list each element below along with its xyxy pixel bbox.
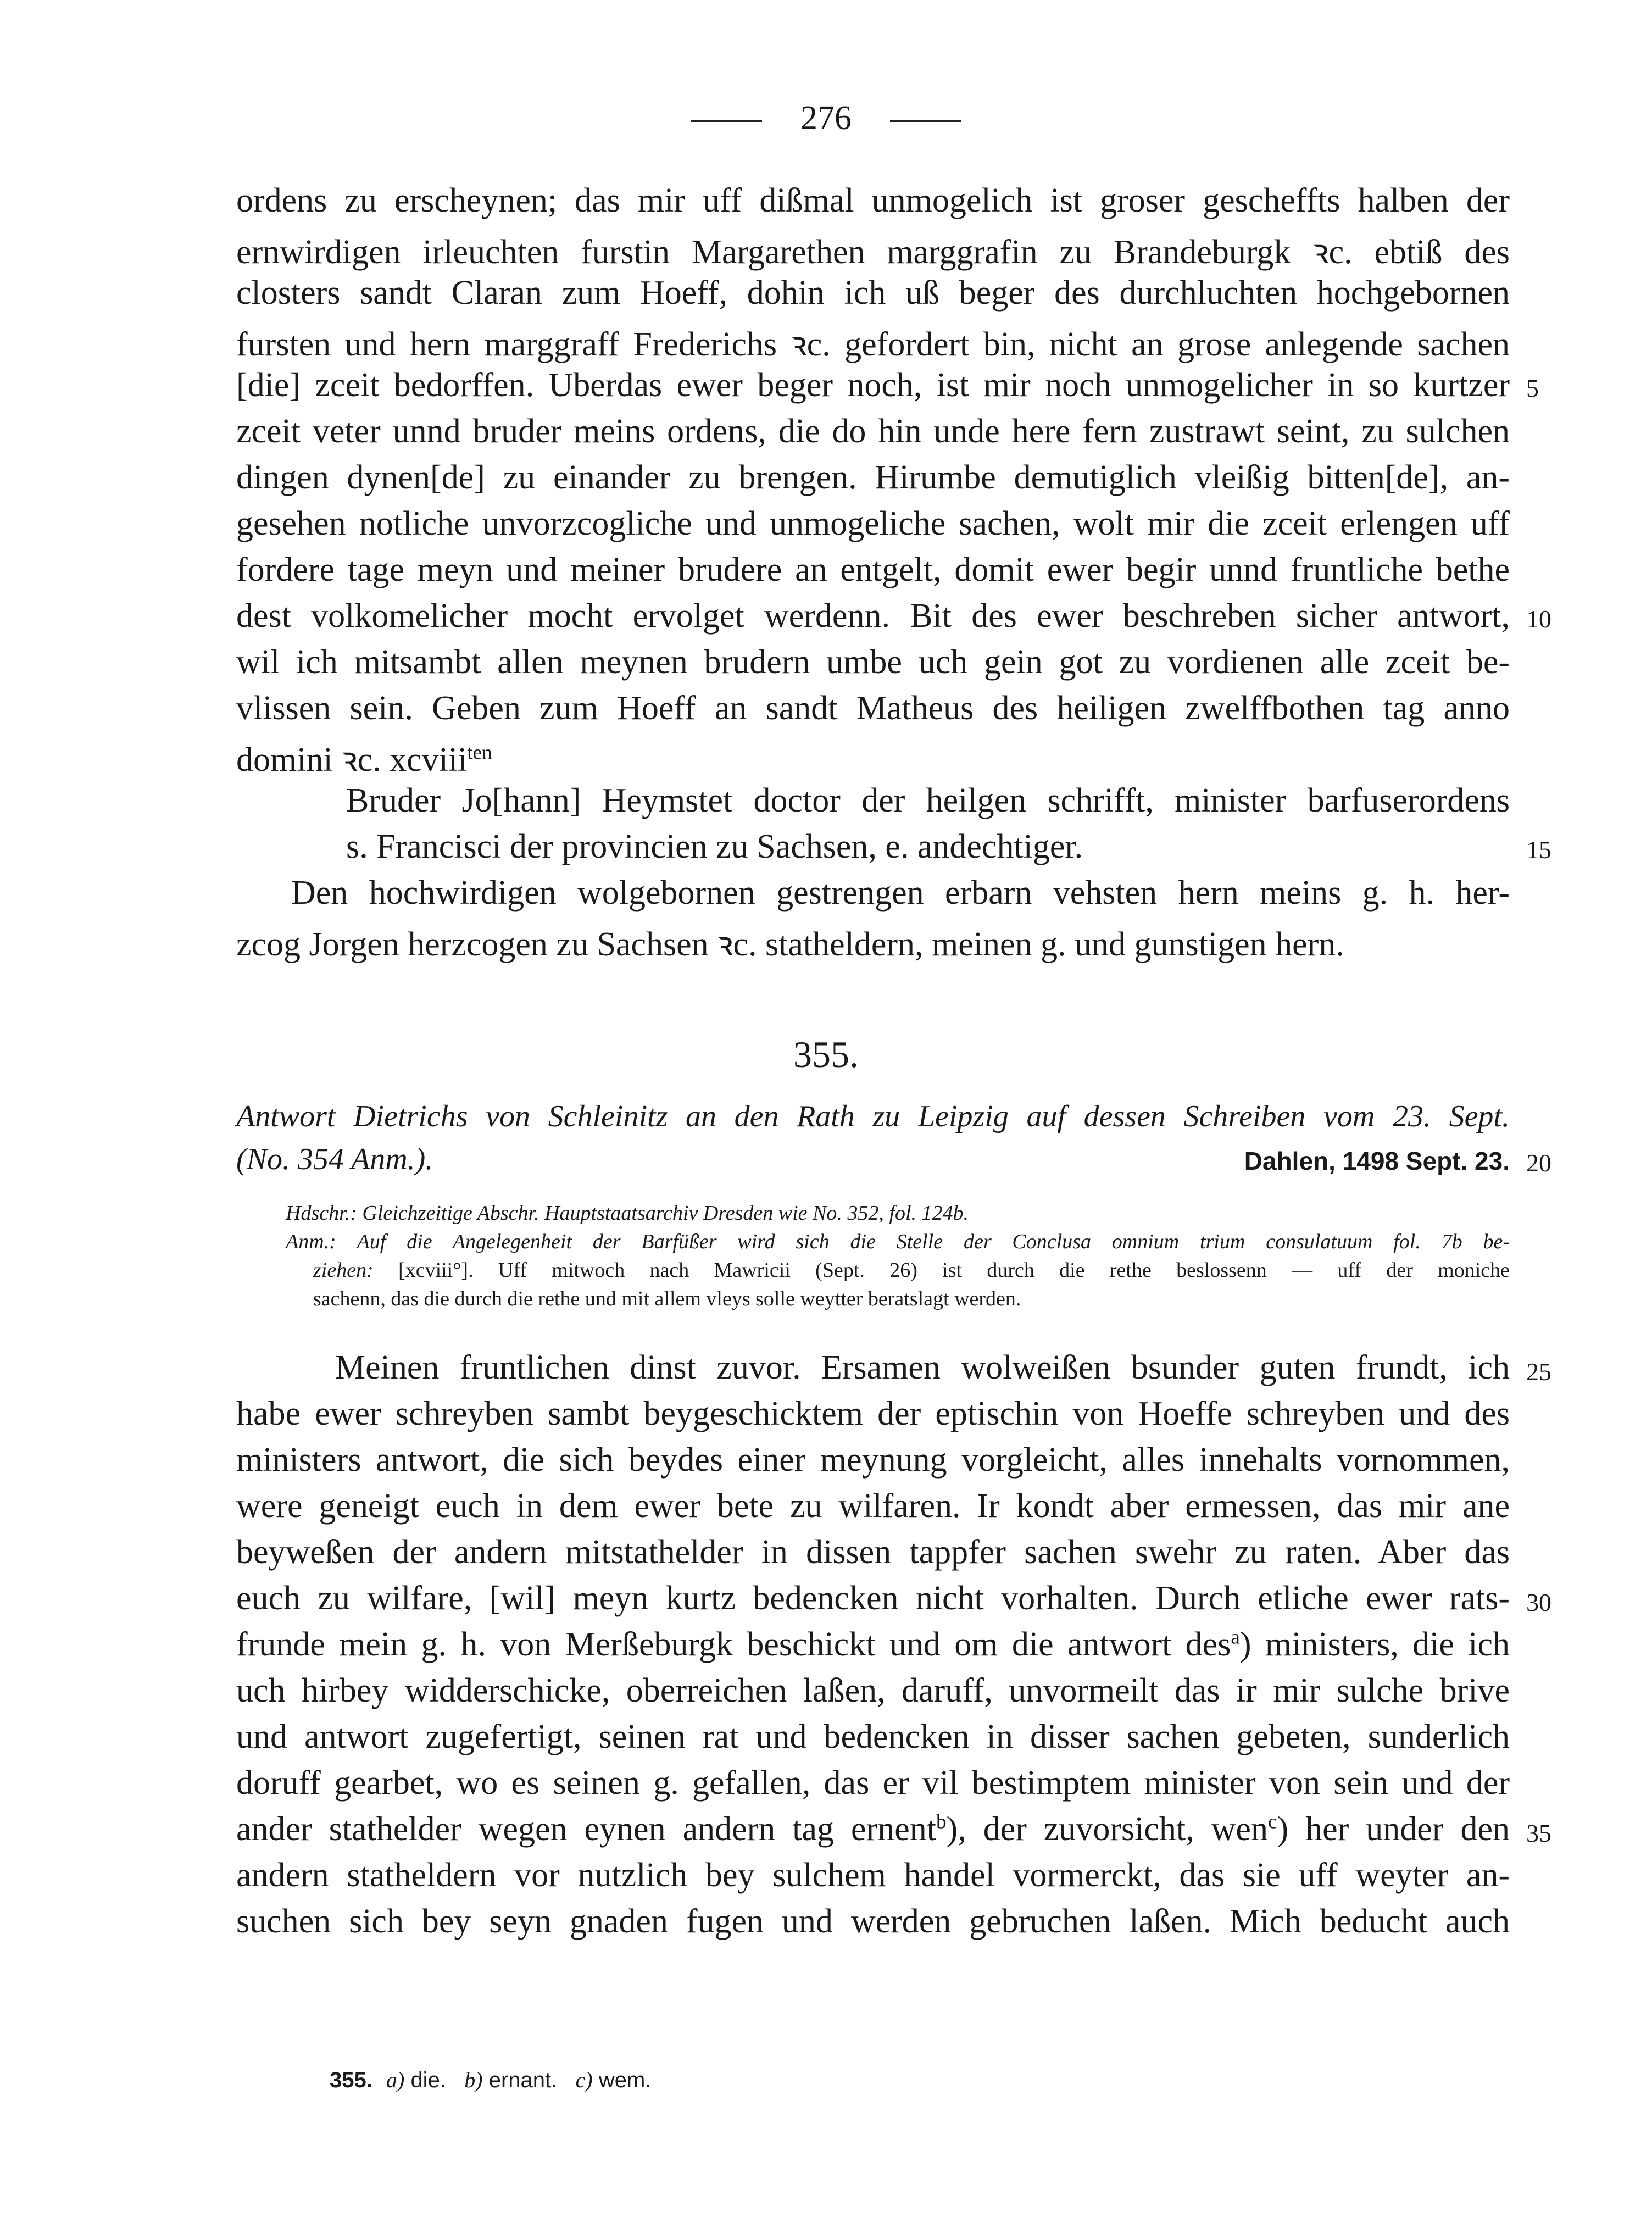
line-number: 35 <box>1526 1819 1551 1847</box>
footnote-c-text: wem. <box>598 2068 652 2092</box>
line-number: 25 <box>1526 1358 1551 1386</box>
letter-line: wil ich mitsambt allen meynen brudern umbe uch gein got zu vordienen alle zceit be- <box>236 643 1510 681</box>
body-line: doruff gearbet, wo es seinen g. gefallen, das er vil bestimptem minister von sein und der <box>236 1764 1510 1802</box>
variant-marker: b <box>936 1810 947 1833</box>
letter-line: dest volkomelicher mocht ervolget werdenn. Bit des ewer beschreben sicher antwort, <box>236 597 1510 635</box>
letter-line: [die] zceit bedorffen. Uberdas ewer beger noch, ist mir noch unmogelicher in so kurtzer <box>236 366 1510 404</box>
body-line: Meinen fruntlichen dinst zuvor. Ersamen wolweißen bsunder guten frundt, ich <box>335 1349 1510 1386</box>
address-line: Den hochwirdigen wolgebornen gestrengen erbarn vehsten hern meins g. h. her- <box>291 874 1510 912</box>
document-summary-line: Antwort Dietrichs von Schleinitz an den Rath zu Leipzig auf dessen Schreiben vom 23. Sept. <box>236 1099 1510 1133</box>
signature-line: Bruder Jo[hann] Heymstet doctor der heilgen schrifft, minister barfuserordens <box>346 782 1510 819</box>
letter-line: ordens zu erscheynen; das mir uff dißmal unmogelich ist groser gescheffts halben der <box>236 182 1510 219</box>
body-line: frunde mein g. h. von Merßeburgk beschickt und om die antwort des$^a$) ministers, die ich <box>236 1626 1510 1663</box>
line-number: 20 <box>1526 1149 1551 1177</box>
line-number: 10 <box>1526 605 1551 633</box>
footnote-a-text: die. <box>410 2068 446 2092</box>
footnote-apparatus <box>330 2067 651 2093</box>
letter-line: fursten und hern marggraff Frederichs ꝛc. gefordert bin, nicht an grose anlegende sachen <box>236 326 1510 363</box>
line-number: 5 <box>1526 374 1539 402</box>
body-line: beyweßen der andern mitstathelder in dissen tappfer sachen swehr zu raten. Aber das <box>236 1533 1510 1571</box>
letter-line: gesehen notliche unvorzcogliche und unmogeliche sachen, wolt mir die zceit erlengen uff <box>236 505 1510 542</box>
body-line: und antwort zugefertigt, seinen rat und bedencken in disser sachen gebeten, sunderlich <box>236 1718 1510 1755</box>
body-line: ander stathelder wegen eynen andern tag ernent$^b$), der zuvorsicht, wen$^c$) her under den <box>236 1810 1510 1848</box>
letter-line-dating: domini ꝛc. xcviii$^{ten}$ <box>236 741 492 779</box>
letter-line: vlissen sein. Geben zum Hoeff an sandt Matheus des heiligen zwelffbothen tag anno <box>236 690 1510 727</box>
footnote-b-mark: b) <box>464 2068 483 2092</box>
letter-line: zceit veter unnd bruder meins ordens, die do hin unde here fern zustrawt seint, zu sulchen <box>236 413 1510 450</box>
document-number: 355. <box>793 1033 859 1075</box>
letter-line: ernwirdigen irleuchten furstin Margarethen marggrafin zu Brandeburgk ꝛc. ebtiß des <box>236 234 1510 271</box>
dating-superscript: ten <box>467 741 492 764</box>
annotation-note-line: ziehen: [xcviii°]. Uff mitwoch nach Mawricii (Sept. 26) ist durch die rethe beslossenn — uff der moniche <box>313 1259 1510 1282</box>
page-number: 276 <box>0 99 1652 138</box>
document-summary-line: (No. 354 Anm.). <box>236 1142 433 1176</box>
footnote-number: 355. <box>330 2068 372 2092</box>
document-place-date: Dahlen, 1498 Sept. 23. <box>1244 1147 1510 1175</box>
footnote-a-mark: a) <box>386 2068 405 2092</box>
letter-line: closters sandt Claran zum Hoeff, dohin ich uß beger des durchluchten hochgebornen <box>236 274 1510 312</box>
signature-line: s. Francisci der provincien zu Sachsen, e. andechtiger. <box>346 828 1083 865</box>
line-number: 15 <box>1526 836 1551 864</box>
body-line: were geneigt euch in dem ewer bete zu wilfaren. Ir kondt aber ermessen, das mir ane <box>236 1487 1510 1525</box>
body-line: habe ewer schreyben sambt beygeschicktem der eptischin von Hoeffe schreyben und des <box>236 1395 1510 1432</box>
body-line: andern statheldern vor nutzlich bey sulchem handel vormerckt, das sie uff weyter an- <box>236 1857 1510 1894</box>
body-line: uch hirbey widderschicke, oberreichen laßen, daruff, unvormeilt das ir mir sulche brive <box>236 1672 1510 1709</box>
variant-marker: a <box>1231 1626 1240 1649</box>
line-number: 30 <box>1526 1588 1551 1616</box>
body-line: suchen sich bey seyn gnaden fugen und werden gebruchen laßen. Mich beducht auch <box>236 1903 1510 1940</box>
manuscript-note: Hdschr.: Gleichzeitige Abschr. Hauptstaatsarchiv Dresden wie No. 352, fol. 124b. <box>286 1202 969 1225</box>
footnote-c-mark: c) <box>575 2068 593 2092</box>
letter-line: fordere tage meyn und meiner brudere an entgelt, domit ewer begir unnd fruntliche bethe <box>236 551 1510 588</box>
body-line: euch zu wilfare, [wil] meyn kurtz bedencken nicht vorhalten. Durch etliche ewer rats- <box>236 1580 1510 1617</box>
variant-marker: c <box>1267 1810 1277 1833</box>
address-line: zcog Jorgen herzcogen zu Sachsen ꝛc. statheldern, meinen g. und gunstigen hern. <box>236 926 1344 963</box>
annotation-note-line: Anm.: Auf die Angelegenheit der Barfüßer wird sich die Stelle der Conclusa omnium trium consulatuum fol. 7b be- <box>286 1230 1510 1253</box>
annotation-note-line: sachenn, das die durch die rethe und mit allem vleys solle weytter beratslagt werden. <box>313 1287 1021 1310</box>
letter-line: dingen dynen[de] zu einander zu brengen. Hirumbe demutiglich vleißig bitten[de], an- <box>236 459 1510 496</box>
body-line: ministers antwort, die sich beydes einer meynung vorgleicht, alles innehalts vornommen, <box>236 1441 1510 1479</box>
footnote-b-text: ernant. <box>488 2068 558 2092</box>
